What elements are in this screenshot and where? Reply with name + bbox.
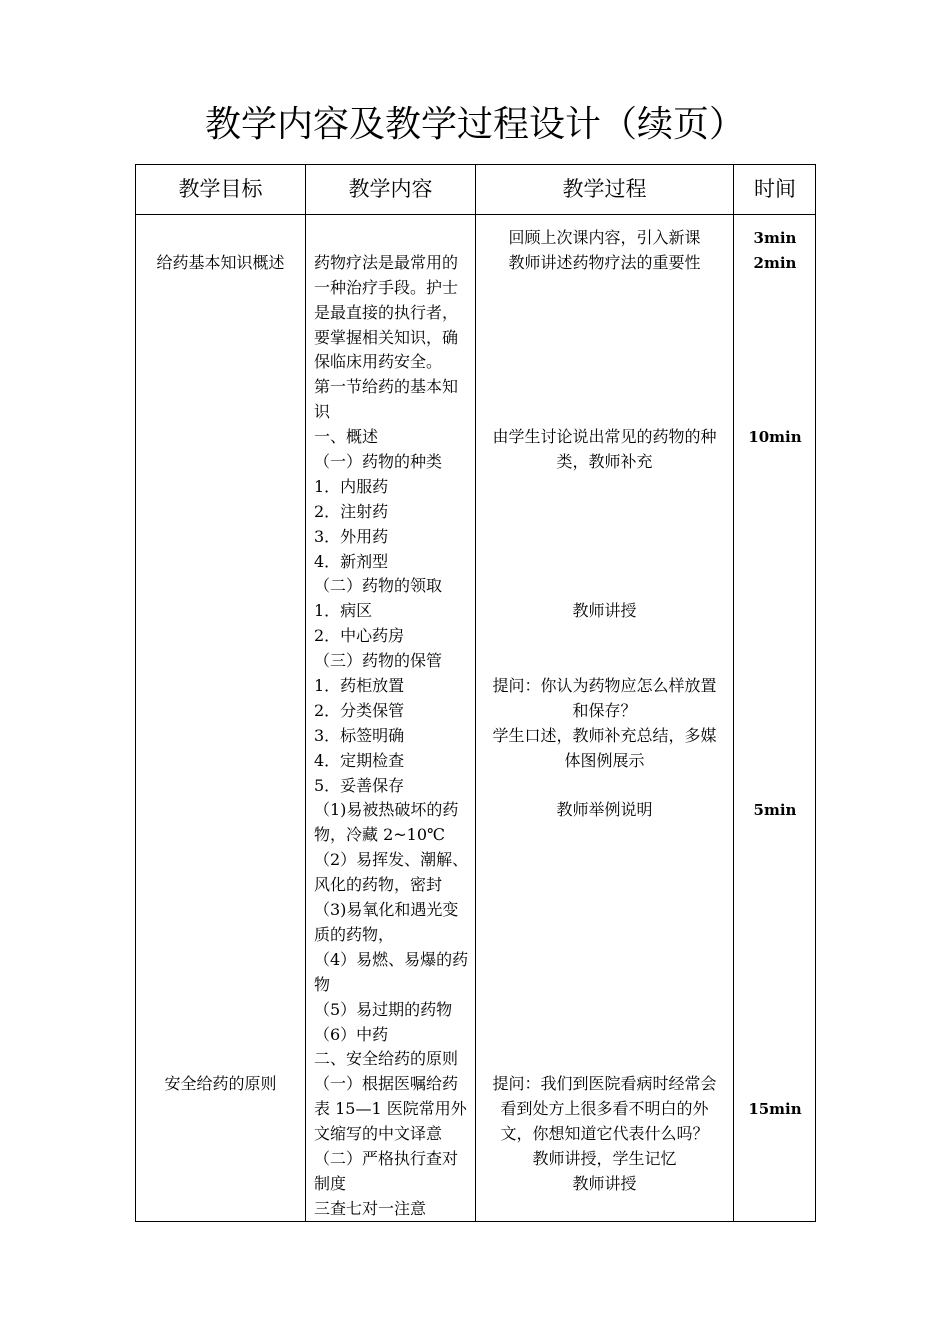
content-line: 三查七对一注意	[314, 1198, 427, 1218]
content-line: 第一节给药的基本知	[314, 377, 459, 397]
time-entry	[734, 1047, 816, 1072]
process-line	[476, 400, 733, 425]
time-entry: 2min	[753, 253, 797, 272]
time-entry	[734, 674, 816, 699]
content-line: 2．分类保管	[314, 700, 405, 720]
process-line	[476, 923, 733, 948]
content-line: 4．新剂型	[314, 551, 389, 571]
process-line	[476, 475, 733, 500]
time-entry	[734, 574, 816, 599]
time-entry	[734, 998, 816, 1023]
process-line	[476, 873, 733, 898]
objective-line	[136, 749, 305, 774]
process-line: 学生口述，教师补充总结，多媒	[492, 725, 717, 745]
content-line: 二、安全给药的原则	[314, 1049, 459, 1069]
time-entry	[734, 326, 816, 351]
content-line: 物，冷藏 2~10℃	[314, 825, 445, 845]
column-divider	[305, 165, 306, 1221]
objective-line	[136, 649, 305, 674]
objective-line	[136, 599, 305, 624]
process-line	[476, 898, 733, 923]
objective-line	[136, 923, 305, 948]
process-line	[476, 326, 733, 351]
header-process: 教学过程	[562, 177, 647, 201]
objective-line	[136, 724, 305, 749]
content-line: 一、概述	[314, 427, 379, 447]
content-line: 要掌握相关知识，确	[314, 327, 459, 347]
process-column	[476, 226, 733, 1197]
time-column	[734, 226, 816, 1122]
objective-line	[136, 973, 305, 998]
content-line: 4．定期检查	[314, 750, 405, 770]
process-line: 教师讲授，学生记忆	[532, 1148, 677, 1168]
content-column	[314, 226, 474, 1222]
process-line: 文，你想知道它代表什么吗？	[500, 1124, 709, 1144]
content-line: （3)易氧化和遇光变	[314, 900, 459, 920]
objective-line	[136, 798, 305, 823]
objective-line	[136, 674, 305, 699]
objective-line	[136, 226, 305, 251]
process-line: 看到处方上很多看不明白的外	[500, 1099, 709, 1119]
time-entry	[734, 649, 816, 674]
time-entry	[734, 475, 816, 500]
time-entry	[734, 898, 816, 923]
content-line: （2）易挥发、潮解、	[314, 850, 469, 870]
time-entry	[734, 873, 816, 898]
time-entry	[734, 500, 816, 525]
objective-line	[136, 699, 305, 724]
content-line: 文缩写的中文译意	[314, 1124, 443, 1144]
time-entry	[734, 1072, 816, 1097]
content-line: 1．病区	[314, 601, 373, 621]
header-content: 教学内容	[348, 177, 433, 201]
objective-line	[136, 848, 305, 873]
content-line: （三）药物的保管	[314, 651, 443, 671]
content-line	[314, 226, 474, 251]
header-objective: 教学目标	[178, 177, 263, 201]
process-line	[476, 525, 733, 550]
process-line: 教师举例说明	[556, 800, 653, 820]
objective-line	[136, 301, 305, 326]
content-line: 质的药物，	[314, 924, 395, 944]
time-entry	[734, 525, 816, 550]
process-line	[476, 1047, 733, 1072]
process-line: 由学生讨论说出常见的药物的种	[492, 427, 717, 447]
objective-line	[136, 400, 305, 425]
content-line: 1．药柜放置	[314, 676, 405, 696]
objective-line	[136, 276, 305, 301]
objective-line	[136, 1047, 305, 1072]
process-line	[476, 973, 733, 998]
content-line: （二）药物的领取	[314, 576, 443, 596]
process-line: 教师讲授	[572, 1173, 637, 1193]
content-line: 制度	[314, 1173, 347, 1193]
process-line: 提问：你认为药物应怎么样放置	[492, 676, 717, 696]
content-line: 药物疗法是最常用的	[314, 252, 459, 272]
time-entry	[734, 599, 816, 624]
process-line	[476, 375, 733, 400]
objective-line	[136, 624, 305, 649]
objective-line	[136, 350, 305, 375]
time-entry	[734, 923, 816, 948]
process-line: 体图例展示	[564, 750, 645, 770]
content-line: 保临床用药安全。	[314, 352, 443, 372]
content-line: 物	[314, 974, 331, 994]
objective-line	[136, 525, 305, 550]
content-line: 表 15—1 医院常用外	[314, 1099, 467, 1119]
content-line: （一）根据医嘱给药	[314, 1074, 459, 1094]
process-line: 教师讲授	[572, 601, 637, 621]
time-entry	[734, 848, 816, 873]
content-line: 3．标签明确	[314, 725, 405, 745]
time-entry	[734, 301, 816, 326]
objective-line	[136, 375, 305, 400]
process-line: 和保存？	[572, 700, 637, 720]
objective-line	[136, 326, 305, 351]
content-line: 2．中心药房	[314, 626, 405, 646]
time-entry	[734, 699, 816, 724]
process-line: 提问：我们到医院看病时经常会	[492, 1074, 717, 1094]
objective-line	[136, 500, 305, 525]
objective-line	[136, 823, 305, 848]
content-line: （1)易被热破坏的药	[314, 800, 459, 820]
lesson-plan-table	[135, 164, 816, 1222]
content-line: （二）严格执行查对	[314, 1148, 459, 1168]
process-line	[476, 550, 733, 575]
content-line: （一）药物的种类	[314, 452, 443, 472]
process-line	[476, 1023, 733, 1048]
time-entry	[734, 624, 816, 649]
time-entry	[734, 948, 816, 973]
process-line	[476, 823, 733, 848]
objectives-column	[136, 226, 305, 1097]
content-line: 是最直接的执行者，	[314, 302, 459, 322]
objective-line	[136, 475, 305, 500]
process-line: 类，教师补充	[556, 452, 653, 472]
time-entry	[734, 823, 816, 848]
process-line	[476, 848, 733, 873]
content-line: （4）易燃、易爆的药	[314, 949, 469, 969]
process-line	[476, 998, 733, 1023]
time-entry	[734, 450, 816, 475]
objective-line	[136, 998, 305, 1023]
time-entry: 10min	[748, 428, 802, 447]
time-entry: 15min	[748, 1100, 802, 1119]
time-entry	[734, 774, 816, 799]
process-line	[476, 774, 733, 799]
process-line	[476, 276, 733, 301]
content-line: 1．内服药	[314, 476, 389, 496]
time-entry	[734, 276, 816, 301]
header-time: 时间	[754, 177, 796, 201]
time-entry: 3min	[753, 229, 797, 247]
process-line: 回顾上次课内容，引入新课	[508, 228, 701, 247]
objective-line	[136, 574, 305, 599]
content-line: 5．妥善保存	[314, 775, 405, 795]
objective-line	[136, 550, 305, 575]
objective-line	[136, 425, 305, 450]
time-entry	[734, 973, 816, 998]
time-entry	[734, 375, 816, 400]
time-entry	[734, 350, 816, 375]
content-line: 一种治疗手段。护士	[314, 277, 459, 297]
objective-line	[136, 450, 305, 475]
page-title: 教学内容及教学过程设计（续页）	[204, 104, 745, 145]
process-line	[476, 649, 733, 674]
process-line: 教师讲述药物疗法的重要性	[508, 252, 701, 272]
time-entry	[734, 749, 816, 774]
content-line: 风化的药物，密封	[314, 875, 443, 895]
objective-line	[136, 1023, 305, 1048]
time-entry	[734, 1023, 816, 1048]
header-divider	[136, 214, 815, 215]
objective-line	[136, 774, 305, 799]
objective-line	[136, 898, 305, 923]
content-line: 2．注射药	[314, 501, 389, 521]
content-line: （5）易过期的药物	[314, 999, 453, 1019]
objective-line	[136, 948, 305, 973]
content-line: 3．外用药	[314, 526, 389, 546]
process-line	[476, 500, 733, 525]
objective-line: 安全给药的原则	[164, 1074, 277, 1094]
content-line: 识	[314, 402, 331, 422]
time-entry	[734, 400, 816, 425]
time-entry	[734, 724, 816, 749]
process-line	[476, 574, 733, 599]
content-line: （6）中药	[314, 1024, 389, 1044]
objective-line	[136, 873, 305, 898]
time-entry	[734, 550, 816, 575]
time-entry: 5min	[753, 801, 797, 820]
objective-line: 给药基本知识概述	[156, 252, 285, 272]
process-line	[476, 948, 733, 973]
process-line	[476, 301, 733, 326]
process-line	[476, 350, 733, 375]
process-line	[476, 624, 733, 649]
